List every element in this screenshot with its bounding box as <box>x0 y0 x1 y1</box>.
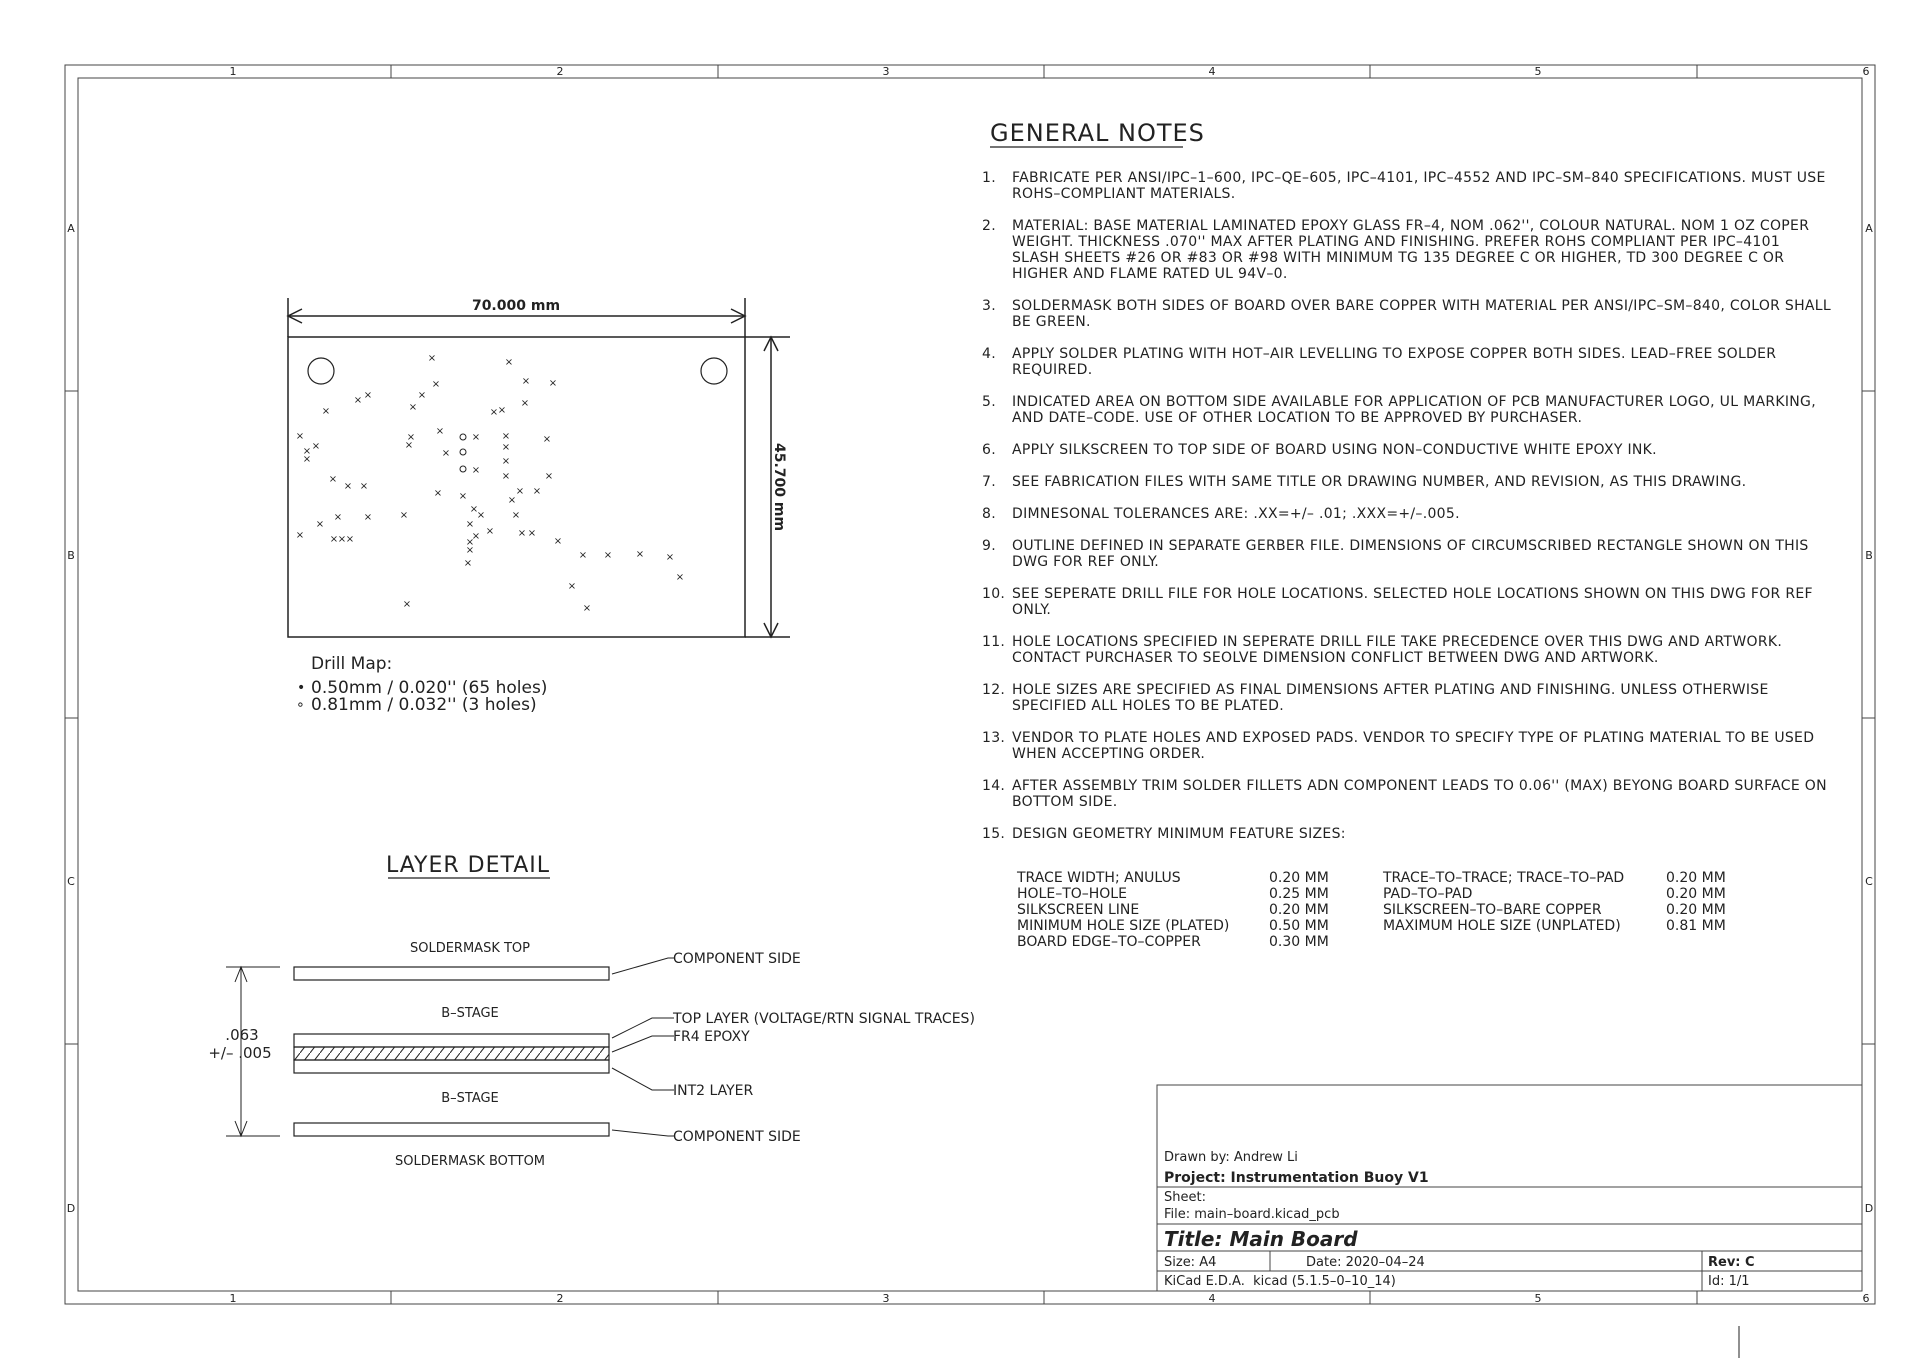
drill-mark: × <box>463 558 473 569</box>
col-label-top: 5 <box>1534 65 1542 78</box>
note-number: 8. <box>982 506 996 522</box>
drill-mark: × <box>329 534 339 545</box>
drill-mark: × <box>542 434 552 445</box>
sheet-label: Sheet: <box>1164 1190 1206 1205</box>
row-label-right: B <box>1865 549 1873 562</box>
drill-mark: × <box>553 536 563 547</box>
note-text: HOLE LOCATIONS SPECIFIED IN SEPERATE DRILL FILE TAKE PRECEDENCE OVER THIS DWG AND ARTWORK. CONTACT PURCHASER TO SEOLVE DIMENSION CONFLICT BETWEEN DWG AND ARTWORK. <box>1012 634 1783 666</box>
drill-mark: × <box>578 550 588 561</box>
drill-mark: × <box>302 446 312 457</box>
title-block <box>1157 1085 1862 1291</box>
general-note <box>982 778 1832 810</box>
drill-mark: × <box>476 510 486 521</box>
drill-mark: × <box>315 519 325 530</box>
top-layer-label: TOP LAYER (VOLTAGE/RTN SIGNAL TRACES) <box>673 1011 975 1027</box>
note-text: DESIGN GEOMETRY MINIMUM FEATURE SIZES: <box>1012 826 1346 842</box>
drill-mark: × <box>603 550 613 561</box>
drill-mark: × <box>520 398 530 409</box>
note-text: SEE SEPERATE DRILL FILE FOR HOLE LOCATIONS. SELECTED HOLE LOCATIONS SHOWN ON THIS DWG FOR REF ONLY. <box>1012 586 1813 618</box>
geometry-row <box>1383 886 1726 902</box>
col-label-bottom: 4 <box>1208 1292 1216 1305</box>
general-note <box>982 394 1832 426</box>
drill-mark: × <box>471 465 481 476</box>
soldermask-top-layer <box>294 967 609 980</box>
geometry-value: 0.30 MM <box>1269 934 1329 950</box>
geometry-label: MAXIMUM HOLE SIZE (UNPLATED) <box>1383 918 1621 934</box>
drill-legend-symbol: • <box>297 680 306 696</box>
drill-mark: × <box>435 426 445 437</box>
drill-mark: × <box>399 510 409 521</box>
drill-mark: × <box>417 390 427 401</box>
b-stage-lower-label: B–STAGE <box>441 1091 499 1106</box>
thickness-tolerance: +/– .005 <box>208 1044 272 1062</box>
geometry-row <box>1017 870 1329 886</box>
drill-mark: × <box>458 491 468 502</box>
leader-component-side-bottom <box>612 1130 674 1136</box>
col-label-top: 3 <box>882 65 890 78</box>
drill-mark: × <box>501 442 511 453</box>
drill-mark: × <box>501 471 511 482</box>
geometry-value: 0.20 MM <box>1269 870 1329 886</box>
geometry-table-left <box>1017 870 1329 950</box>
soldermask-top-label: SOLDERMASK TOP <box>409 941 531 956</box>
drill-mark: × <box>501 431 511 442</box>
geometry-row <box>1017 918 1329 934</box>
note-number: 9. <box>982 538 996 554</box>
drill-mark: × <box>471 432 481 443</box>
int2-label: INT2 LAYER <box>673 1083 754 1099</box>
col-label-top: 4 <box>1208 65 1216 78</box>
drill-mark: × <box>527 528 537 539</box>
mounting-hole <box>701 358 727 384</box>
component-side-top-label: COMPONENT SIDE <box>673 951 801 967</box>
drill-mark: × <box>517 528 527 539</box>
general-note <box>982 506 1832 522</box>
drill-marks <box>296 353 684 614</box>
top-copper-layer <box>294 1034 609 1047</box>
plated-hole-mark <box>460 466 466 472</box>
drill-mark: × <box>501 456 511 467</box>
kicad-version: KiCad E.D.A. kicad (5.1.5–0–10_14) <box>1164 1274 1396 1289</box>
row-label-right: A <box>1865 222 1873 235</box>
drawing-title: Title: Main Board <box>1164 1227 1358 1251</box>
note-text: APPLY SILKSCREEN TO TOP SIDE OF BOARD USING NON–CONDUCTIVE WHITE EPOXY INK. <box>1012 442 1657 458</box>
note-text: SOLDERMASK BOTH SIDES OF BOARD OVER BARE COPPER WITH MATERIAL PER ANSI/IPC–SM–840, COLOR SHALL BE GREEN. <box>1012 298 1832 330</box>
drill-mark: × <box>511 510 521 521</box>
int2-layer <box>294 1060 609 1073</box>
b-stage-upper-label: B–STAGE <box>441 1006 499 1021</box>
drill-mark: × <box>507 495 517 506</box>
note-text: AFTER ASSEMBLY TRIM SOLDER FILLETS ADN COMPONENT LEADS TO 0.06'' (MAX) BEYONG BOARD SURFACE ON BOTTOM SIDE. <box>1012 778 1827 810</box>
drill-mark: × <box>532 486 542 497</box>
soldermask-bottom-layer <box>294 1123 609 1136</box>
leader-component-side-top <box>612 958 674 974</box>
note-number: 1. <box>982 170 996 186</box>
geometry-row <box>1017 886 1329 902</box>
geometry-value: 0.20 MM <box>1666 902 1726 918</box>
drill-mark: × <box>328 474 338 485</box>
general-note <box>982 586 1832 618</box>
note-text: INDICATED AREA ON BOTTOM SIDE AVAILABLE FOR APPLICATION OF PCB MANUFACTURER LOGO, UL MARKING, AND DATE–CODE. USE OF OTHER LOCATION TO BE APPROVED BY PURCHASER. <box>1012 394 1816 426</box>
revision: Rev: C <box>1708 1255 1755 1270</box>
note-text: DIMNESONAL TOLERANCES ARE: .XX=+/– .01; .XXX=+/–.005. <box>1012 506 1460 522</box>
drill-mark: × <box>321 406 331 417</box>
geometry-row <box>1383 902 1726 918</box>
note-number: 10. <box>982 586 1006 602</box>
drill-mark: × <box>485 526 495 537</box>
drill-mark: × <box>337 534 347 545</box>
drill-mark: × <box>465 545 475 556</box>
drill-mark: × <box>431 379 441 390</box>
geometry-row <box>1383 918 1726 934</box>
sheet-size: Size: A4 <box>1164 1255 1217 1270</box>
geometry-value: 0.20 MM <box>1666 870 1726 886</box>
drill-map-title: Drill Map: <box>311 654 393 674</box>
title-block-frame <box>1157 1085 1862 1291</box>
geometry-label: HOLE–TO–HOLE <box>1017 886 1127 902</box>
note-number: 15. <box>982 826 1006 842</box>
drill-mark: × <box>404 440 414 451</box>
fr4-core-layer <box>294 1047 609 1060</box>
drill-mark: × <box>441 448 451 459</box>
drill-mark: × <box>567 581 577 592</box>
drill-mark: × <box>489 407 499 418</box>
drill-mark: × <box>295 431 305 442</box>
geometry-label: TRACE WIDTH; ANULUS <box>1017 870 1181 886</box>
drill-mark: × <box>465 537 475 548</box>
leader-top-layer <box>612 1018 674 1038</box>
drill-mark: × <box>582 603 592 614</box>
geometry-label: PAD–TO–PAD <box>1383 886 1473 902</box>
drill-mark: × <box>302 454 312 465</box>
board-drawing <box>288 298 790 715</box>
general-note <box>982 170 1832 202</box>
drill-mark: × <box>295 530 305 541</box>
col-label-top: 2 <box>556 65 564 78</box>
drill-mark: × <box>427 353 437 364</box>
note-text: VENDOR TO PLATE HOLES AND EXPOSED PADS. VENDOR TO SPECIFY TYPE OF PLATING MATERIAL TO BE USED WHEN ACCEPTING ORDER. <box>1012 730 1815 762</box>
note-text: APPLY SOLDER PLATING WITH HOT–AIR LEVELLING TO EXPOSE COPPER BOTH SIDES. LEAD–FREE SOLDER REQUIRED. <box>1012 346 1777 378</box>
sheet-id: Id: 1/1 <box>1708 1274 1750 1289</box>
row-label-left: C <box>67 875 75 888</box>
col-label-top: 6 <box>1862 65 1870 78</box>
drill-mark: × <box>359 481 369 492</box>
geometry-value: 0.81 MM <box>1666 918 1726 934</box>
col-label-bottom: 3 <box>882 1292 890 1305</box>
note-number: 12. <box>982 682 1006 698</box>
general-note <box>982 730 1832 762</box>
drill-mark: × <box>465 519 475 530</box>
note-text: SEE FABRICATION FILES WITH SAME TITLE OR DRAWING NUMBER, AND REVISION, AS THIS DRAWING. <box>1012 474 1747 490</box>
col-label-bottom: 2 <box>556 1292 564 1305</box>
general-notes-title: GENERAL NOTES <box>990 119 1205 147</box>
row-label-right: C <box>1865 875 1873 888</box>
geometry-value: 0.50 MM <box>1269 918 1329 934</box>
thickness-value: .063 <box>225 1026 259 1044</box>
geometry-row <box>1017 934 1329 950</box>
geometry-label: SILKSCREEN–TO–BARE COPPER <box>1383 902 1602 918</box>
geometry-label: BOARD EDGE–TO–COPPER <box>1017 934 1201 950</box>
geometry-label: MINIMUM HOLE SIZE (PLATED) <box>1017 918 1230 934</box>
drill-mark: × <box>635 549 645 560</box>
geometry-value: 0.25 MM <box>1269 886 1329 902</box>
drill-mark: × <box>521 376 531 387</box>
note-number: 13. <box>982 730 1006 746</box>
general-note <box>982 442 1832 458</box>
general-note <box>982 634 1832 666</box>
plated-hole-mark <box>460 449 466 455</box>
drill-mark: × <box>363 390 373 401</box>
row-label-right: D <box>1864 1202 1874 1215</box>
drill-mark: × <box>544 471 554 482</box>
drill-mark: × <box>353 395 363 406</box>
drill-mark: × <box>469 504 479 515</box>
drill-legend-text: 0.81mm / 0.032'' (3 holes) <box>311 695 537 715</box>
general-note <box>982 474 1832 490</box>
row-label-left: A <box>67 222 75 235</box>
project-name: Project: Instrumentation Buoy V1 <box>1164 1170 1429 1186</box>
drill-mark: × <box>408 402 418 413</box>
mounting-hole <box>308 358 334 384</box>
drill-mark: × <box>345 534 355 545</box>
general-notes-list <box>982 170 1832 858</box>
general-note <box>982 218 1832 282</box>
general-note <box>982 682 1832 714</box>
note-number: 7. <box>982 474 996 490</box>
note-text: HOLE SIZES ARE SPECIFIED AS FINAL DIMENSIONS AFTER PLATING AND FINISHING. UNLESS OTHERWISE SPECIFIED ALL HOLES TO BE PLATED. <box>1012 682 1769 714</box>
soldermask-bottom-label: SOLDERMASK BOTTOM <box>394 1154 546 1169</box>
layer-detail <box>208 853 975 1169</box>
drill-mark: × <box>433 488 443 499</box>
drill-legend-symbol: ∘ <box>296 697 305 713</box>
drill-mark: × <box>497 405 507 416</box>
geometry-row <box>1383 870 1726 886</box>
drill-mark: × <box>363 512 373 523</box>
row-label-left: D <box>66 1202 76 1215</box>
plated-hole-mark <box>460 434 466 440</box>
col-label-bottom: 5 <box>1534 1292 1542 1305</box>
drill-legend-text: 0.50mm / 0.020'' (65 holes) <box>311 678 548 698</box>
geometry-table-right <box>1383 870 1726 934</box>
col-label-top: 1 <box>229 65 237 78</box>
drill-mark: × <box>402 599 412 610</box>
note-number: 2. <box>982 218 996 234</box>
col-label-bottom: 6 <box>1862 1292 1870 1305</box>
component-side-bottom-label: COMPONENT SIDE <box>673 1129 801 1145</box>
note-text: FABRICATE PER ANSI/IPC–1–600, IPC–QE–605, IPC–4101, IPC–4552 AND IPC–SM–840 SPECIFICATIONS. MUST USE ROHS–COMPLIANT MATERIALS. <box>1012 170 1826 202</box>
note-number: 6. <box>982 442 996 458</box>
drawn-by: Drawn by: Andrew Li <box>1164 1150 1298 1165</box>
drill-mark: × <box>343 481 353 492</box>
drill-mark: × <box>504 357 514 368</box>
note-number: 14. <box>982 778 1006 794</box>
general-note <box>982 298 1832 330</box>
drill-mark: × <box>471 531 481 542</box>
geometry-value: 0.20 MM <box>1666 886 1726 902</box>
width-label: 70.000 mm <box>471 298 561 314</box>
general-note <box>982 826 1832 842</box>
drill-mark: × <box>675 572 685 583</box>
height-label: 45.700 mm <box>771 442 787 532</box>
general-note <box>982 538 1832 570</box>
drawing-date: Date: 2020–04–24 <box>1306 1255 1425 1270</box>
fr4-label: FR4 EPOXY <box>673 1029 750 1045</box>
note-text: MATERIAL: BASE MATERIAL LAMINATED EPOXY GLASS FR–4, NOM .062'', COLOUR NATURAL. NOM 1 OZ COPER WEIGHT. THICKNESS .070'' MAX AFTER PLATING AND FINISHING. PREFER ROHS COMPLIANT PER IPC–4101 SLASH SHEETS #26 OR #83 OR #98 WITH MINIMUM TG 135 DEGREE C OR HIGHER, TD 300 DEGREE C OR HIGHER AND FLAME RATED UL 94V–0. <box>1012 218 1810 282</box>
note-number: 3. <box>982 298 996 314</box>
geometry-row <box>1017 902 1329 918</box>
geometry-value: 0.20 MM <box>1269 902 1329 918</box>
drill-mark: × <box>665 552 675 563</box>
drill-mark: × <box>311 441 321 452</box>
note-number: 5. <box>982 394 996 410</box>
col-label-bottom: 1 <box>229 1292 237 1305</box>
drill-mark: × <box>406 432 416 443</box>
general-note <box>982 346 1832 378</box>
note-number: 4. <box>982 346 996 362</box>
file-name: File: main–board.kicad_pcb <box>1164 1207 1340 1222</box>
leader-fr4 <box>612 1036 674 1052</box>
geometry-label: SILKSCREEN LINE <box>1017 902 1140 918</box>
drill-mark: × <box>333 512 343 523</box>
leader-int2 <box>612 1068 674 1090</box>
note-text: OUTLINE DEFINED IN SEPARATE GERBER FILE. DIMENSIONS OF CIRCUMSCRIBED RECTANGLE SHOWN ON THIS DWG FOR REF ONLY. <box>1012 538 1809 570</box>
layer-detail-title: LAYER DETAIL <box>385 853 551 878</box>
geometry-label: TRACE–TO–TRACE; TRACE–TO–PAD <box>1383 870 1625 886</box>
row-label-left: B <box>67 549 75 562</box>
drill-mark: × <box>548 378 558 389</box>
note-number: 11. <box>982 634 1006 650</box>
drill-mark: × <box>515 486 525 497</box>
